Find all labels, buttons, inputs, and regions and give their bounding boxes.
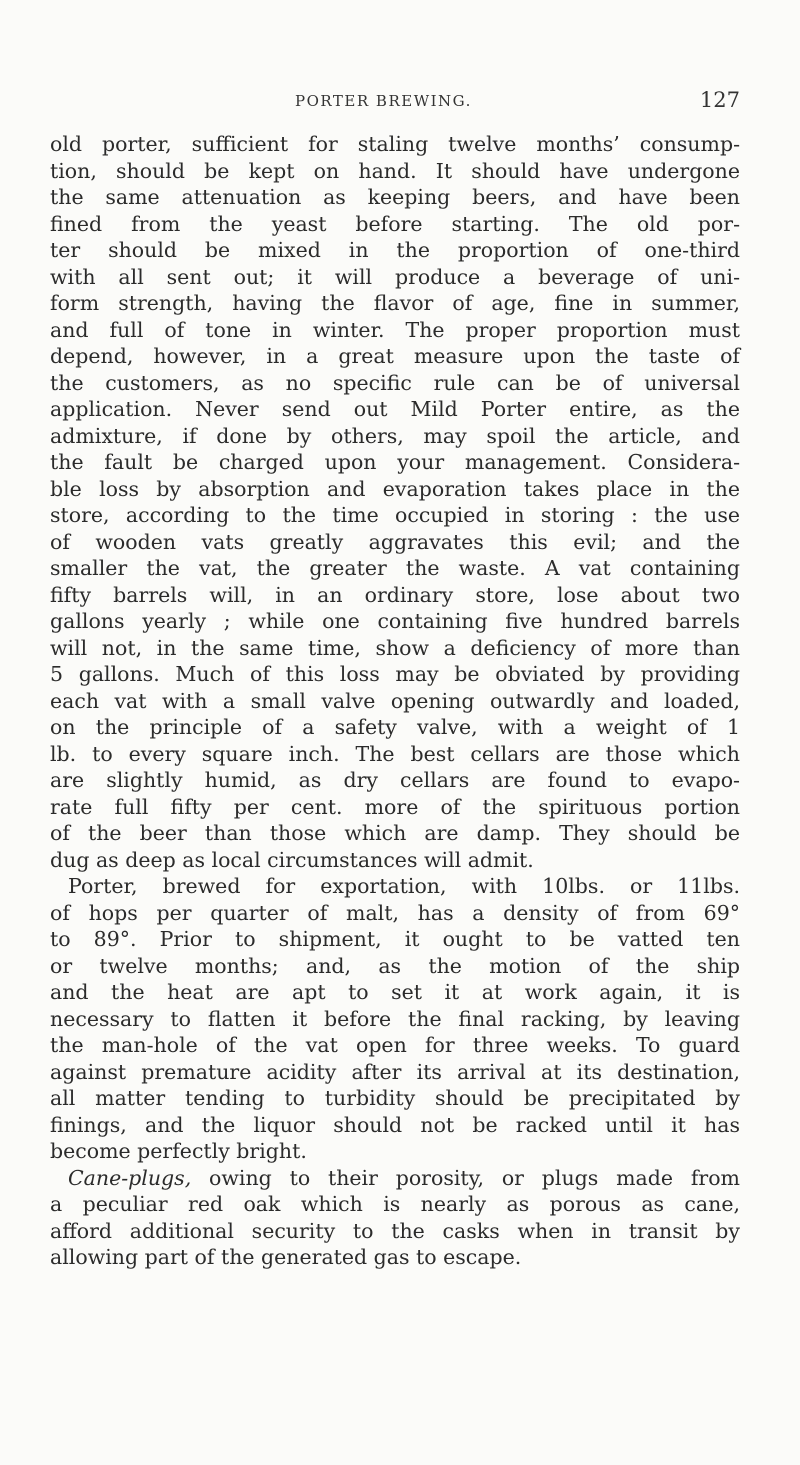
text-line: tion, should be kept on hand. It should have undergone <box>50 158 740 183</box>
text-line: ter should be mixed in the proportion of one-third <box>50 238 740 262</box>
text-line: of wooden vats greatly aggravates this evil; and the <box>50 529 740 554</box>
text-line: become perfectly bright. <box>50 1139 307 1163</box>
text-line: the fault be charged upon your management. Considera- <box>50 450 740 474</box>
text-line: 5 gallons. Much of this loss may be obviated by providing <box>50 662 740 686</box>
text-line: gallons yearly ; while one containing five hundred barrels <box>50 609 740 633</box>
body-text <box>50 131 740 1271</box>
text-line: rate full fifty per cent. more of the spirituous portion <box>50 794 740 819</box>
text-line: all matter tending to turbidity should be precipitated by <box>50 1086 740 1110</box>
text-line: or twelve months; and, as the motion of the ship <box>50 953 740 978</box>
text-line: a peculiar red oak which is nearly as porous as cane, <box>50 1192 740 1216</box>
text-line: with all sent out; it will produce a beverage of uni- <box>50 264 740 289</box>
text-line: will not, in the same time, show a deficiency of more than <box>50 635 740 660</box>
text-line: to 89°. Prior to shipment, it ought to be vatted ten <box>50 927 740 951</box>
text-line: dug as deep as local circumstances will admit. <box>50 847 534 872</box>
text-line: each vat with a small valve opening outwardly and loaded, <box>50 688 740 713</box>
text-line: against premature acidity after its arrival at its destination, <box>50 1059 740 1084</box>
text-line: old porter, sufficient for staling twelve months’ consump- <box>50 132 740 156</box>
text-line: necessary to flatten it before the final racking, by leaving <box>50 1006 740 1031</box>
text-line: finings, and the liquor should not be racked until it has <box>50 1112 740 1137</box>
text-line: form strength, having the flavor of age, fine in summer, <box>50 291 740 315</box>
text-line: smaller the vat, the greater the waste. A vat containing <box>50 556 740 580</box>
page-number: 127 <box>699 88 740 112</box>
text-line <box>50 1165 740 1192</box>
text-line: ble loss by absorption and evaporation takes place in the <box>50 476 740 501</box>
text-line: of the beer than those which are damp. They should be <box>50 821 740 845</box>
line-rest: owing to their porosity, or plugs made from <box>191 1165 740 1190</box>
text-line: lb. to every square inch. The best cellars are those which <box>50 741 740 766</box>
italic-term: Cane-plugs, <box>68 1165 192 1190</box>
text-line: and the heat are apt to set it at work again, it is <box>50 980 740 1004</box>
text-line: the man-hole of the vat open for three weeks. To guard <box>50 1033 740 1057</box>
text-line: fifty barrels will, in an ordinary store, lose about two <box>50 582 740 607</box>
page-header <box>50 88 740 124</box>
text-line: store, according to the time occupied in storing : the use <box>50 503 740 527</box>
text-line: Porter, brewed for exportation, with 10lbs. or 11lbs. <box>68 874 740 898</box>
text-line: the same attenuation as keeping beers, and have been <box>50 185 740 209</box>
text-line: of hops per quarter of malt, has a density of from 69° <box>50 900 740 925</box>
text-line: afford additional security to the casks when in transit by <box>50 1218 740 1243</box>
text-line: the customers, as no specific rule can be of universal <box>50 370 740 395</box>
running-head: PORTER BREWING. <box>295 92 472 110</box>
text-line: fined from the yeast before starting. The old por- <box>50 211 740 236</box>
text-line: allowing part of the generated gas to escape. <box>50 1245 522 1269</box>
text-line: on the principle of a safety valve, with a weight of 1 <box>50 715 740 739</box>
text-line: admixture, if done by others, may spoil the article, and <box>50 423 740 448</box>
text-line: depend, however, in a great measure upon the taste of <box>50 344 740 368</box>
text-line: application. Never send out Mild Porter entire, as the <box>50 397 740 421</box>
text-line: and full of tone in winter. The proper proportion must <box>50 317 740 342</box>
text-line: are slightly humid, as dry cellars are found to evapo- <box>50 768 740 792</box>
